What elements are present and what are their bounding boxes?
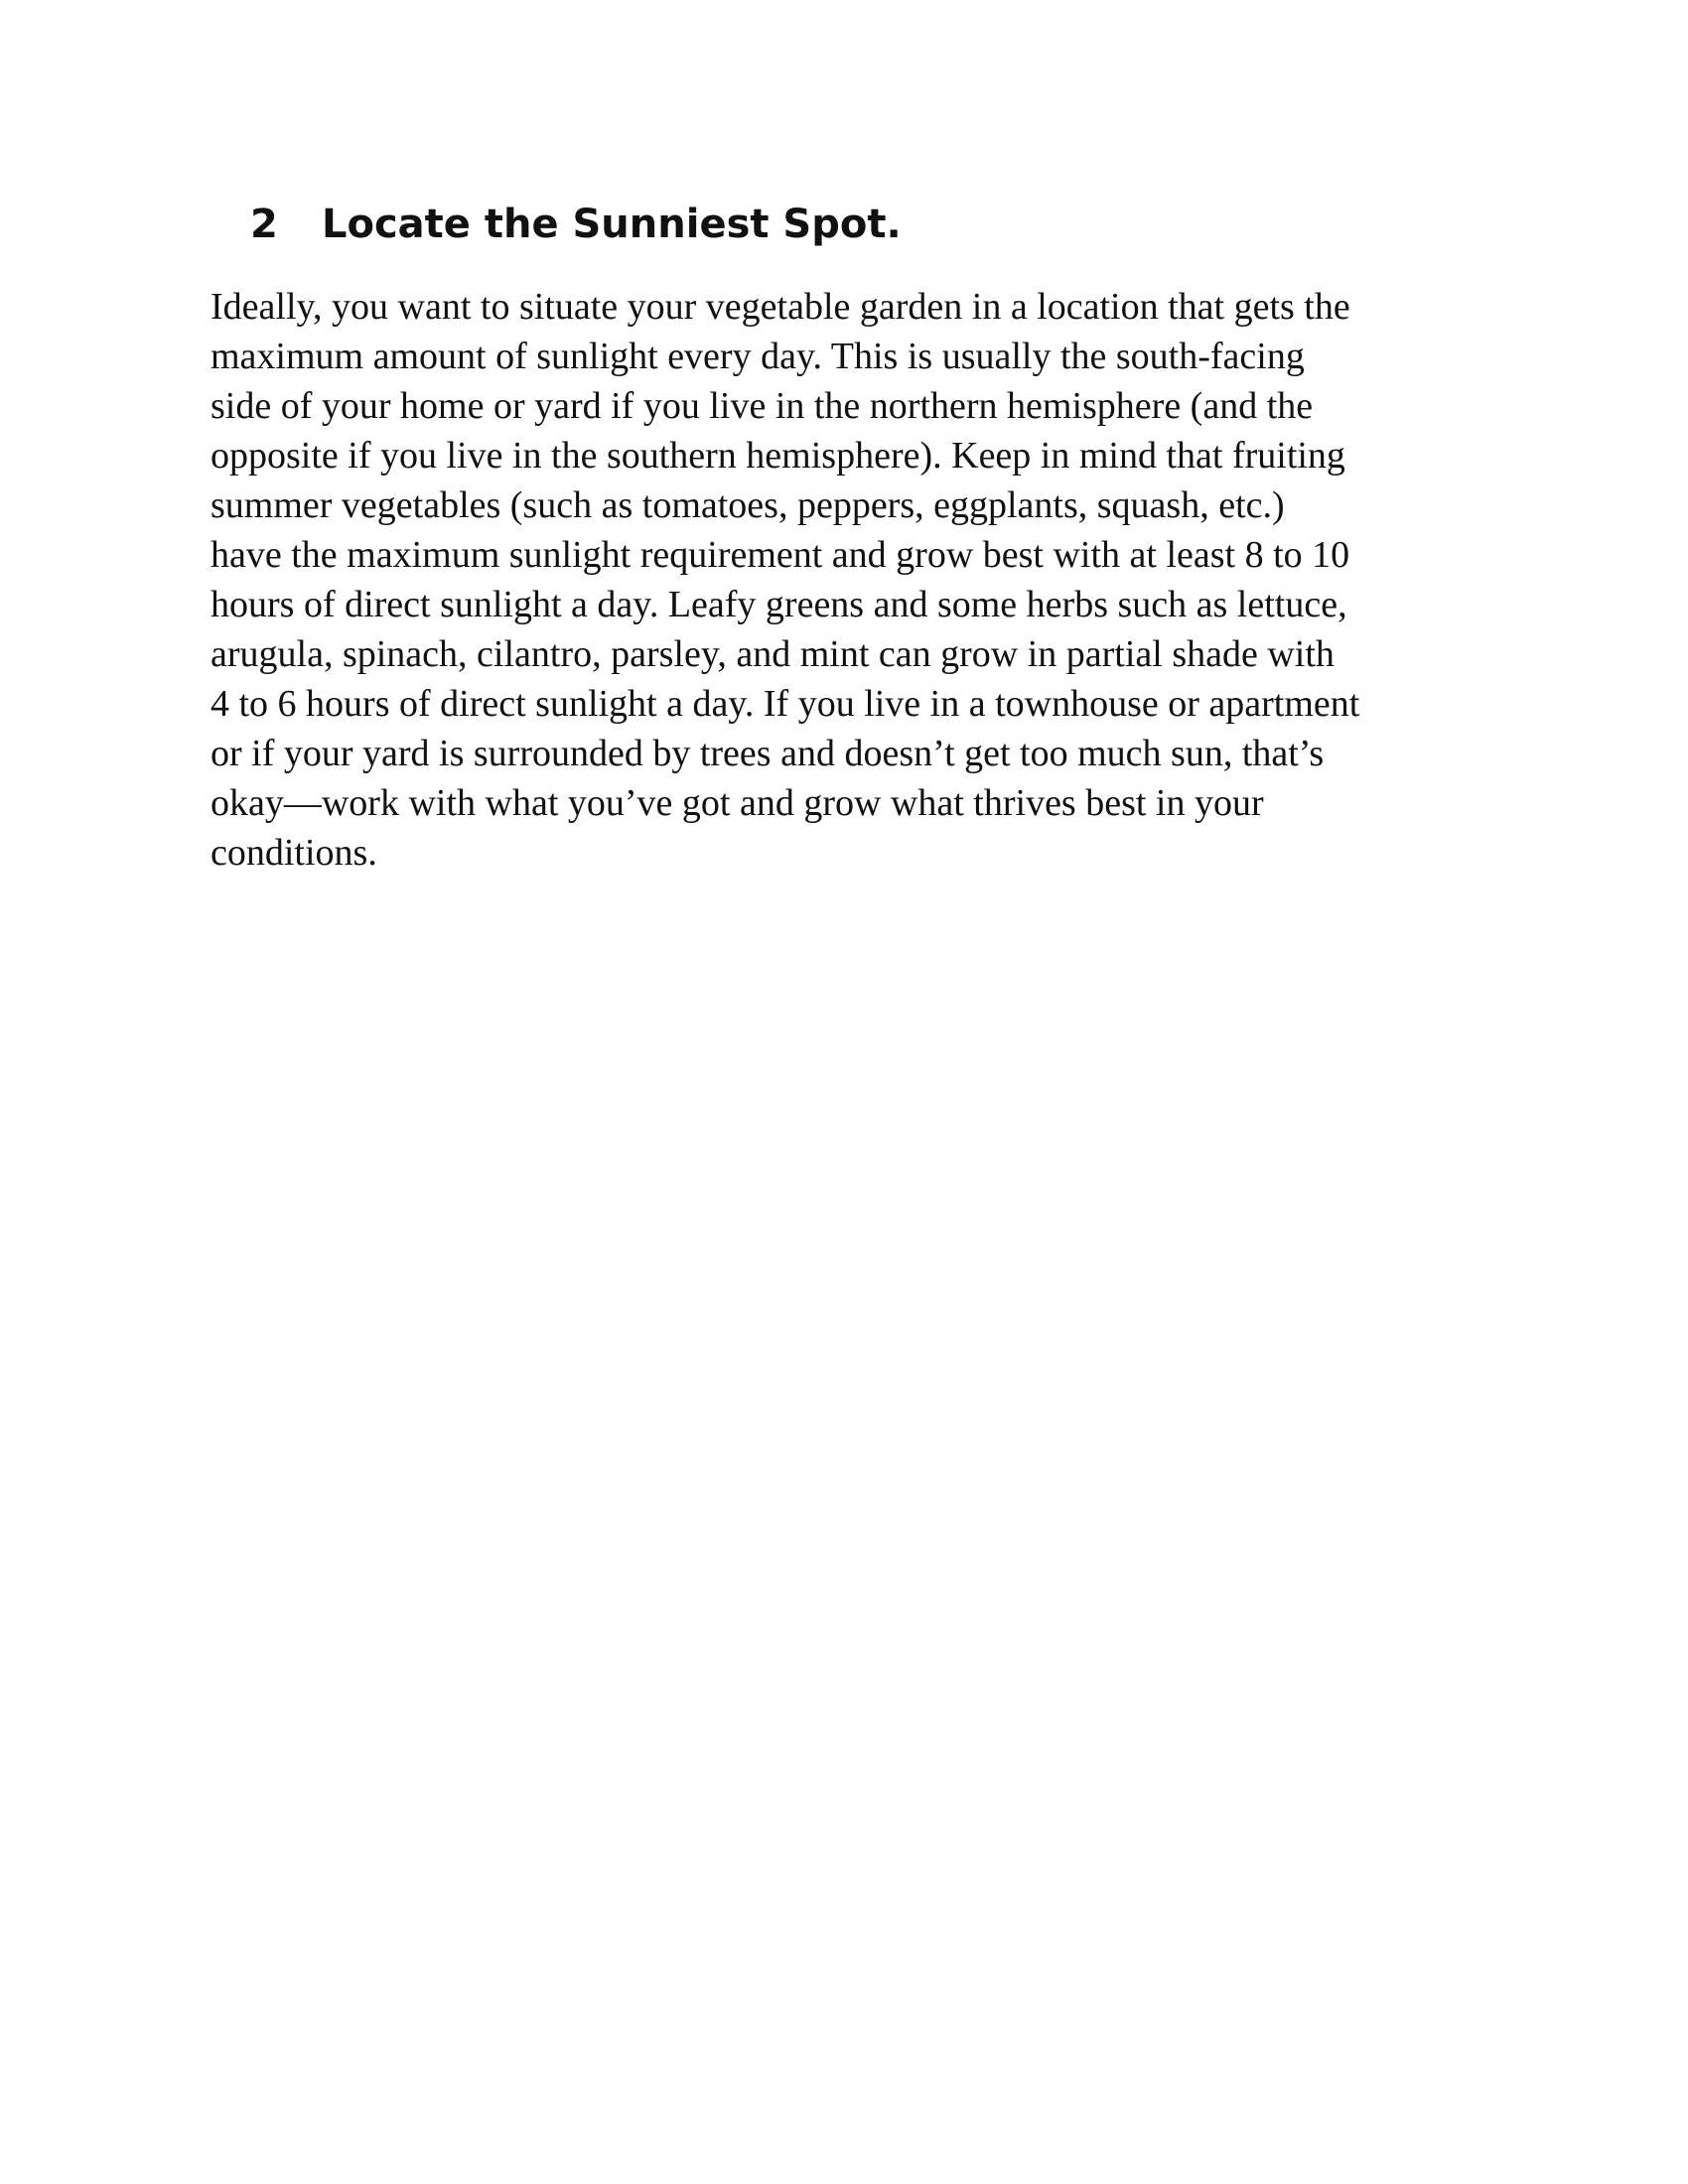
paragraph-line: Ideally, you want to situate your vegetable garden in a location that gets the (211, 286, 1350, 328)
section-heading (250, 195, 902, 254)
paragraph-line: opposite if you live in the southern hemisphere). Keep in mind that fruiting (211, 435, 1345, 477)
paragraph-line: conditions. (211, 832, 377, 874)
paragraph-line: have the maximum sunlight requirement and grow best with at least 8 to 10 (211, 534, 1350, 576)
paragraph-line: arugula, spinach, cilantro, parsley, and mint can grow in partial shade with (211, 633, 1335, 675)
paragraph-line: okay—work with what you’ve got and grow what thrives best in your (211, 782, 1264, 824)
section-title: Locate the Sunniest Spot. (322, 202, 902, 247)
paragraph-line: maximum amount of sunlight every day. This is usually the south-facing (211, 336, 1305, 377)
paragraph-line: hours of direct sunlight a day. Leafy greens and some herbs such as lettuce, (211, 584, 1347, 625)
paragraph-line: 4 to 6 hours of direct sunlight a day. If you live in a townhouse or apartment (211, 683, 1360, 725)
paragraph-line: side of your home or yard if you live in the northern hemisphere (and the (211, 385, 1314, 427)
section-number: 2 (250, 202, 278, 247)
paragraph-line: or if your yard is surrounded by trees and doesn’t get too much sun, that’s (211, 733, 1325, 774)
paragraph-line: summer vegetables (such as tomatoes, peppers, eggplants, squash, etc.) (211, 484, 1285, 526)
body-paragraph (211, 282, 1501, 878)
